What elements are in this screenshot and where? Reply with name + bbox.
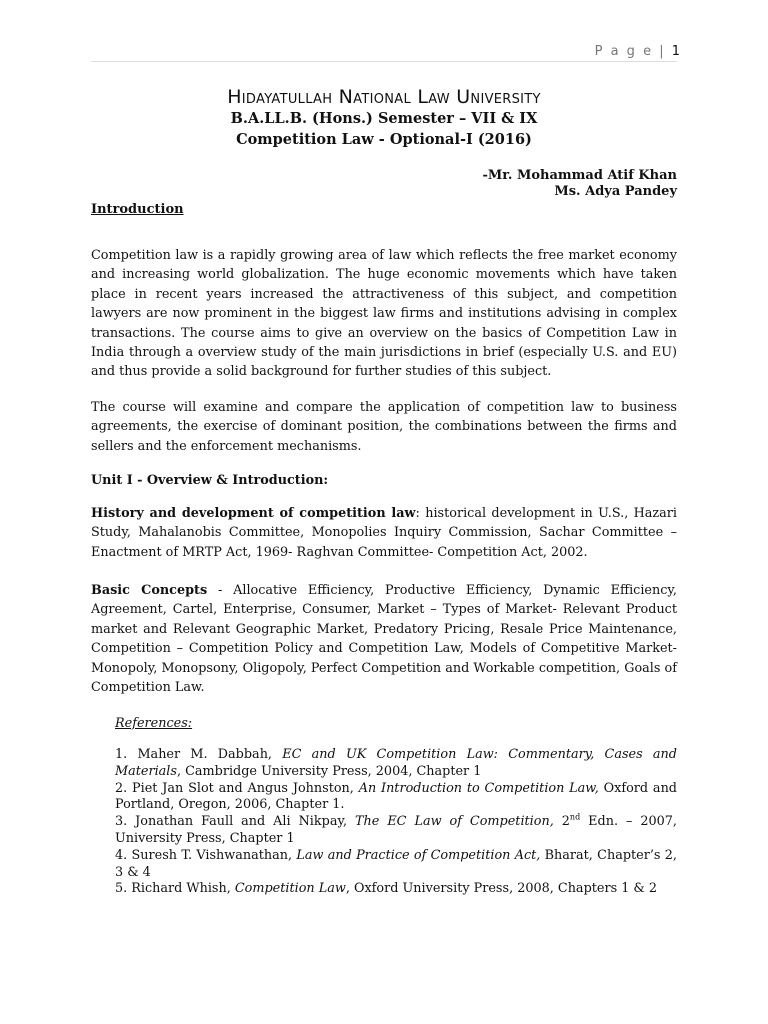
university-name: Hidayatullah National Law University — [227, 86, 541, 108]
references-heading: References: — [115, 716, 193, 731]
page-label: P a g e | — [594, 44, 672, 59]
ref-author: 3. Jonathan Faull and Ali Nikpay, — [115, 814, 356, 830]
subject-line: Competition Law - Optional-I (2016) — [236, 131, 532, 148]
intro-paragraph-2: The course will examine and compare the application of competition law to business agreements, the exercise of dominant position, the combinations between the firms and sellers and the enforcement mechanisms. — [91, 400, 677, 454]
ref-title: EC and UK Competition Law: Commentary, Cases and Materials — [115, 747, 677, 779]
author-1: -Mr. Mohammad Atif Khan — [482, 168, 677, 183]
ref-details: , Oxford University Press, 2008, Chapters 1 & 2 — [345, 881, 658, 897]
basic-concepts-text: - Allocative Efficiency, Productive Efficiency, Dynamic Efficiency, Agreement, Cartel, Enterprise, Consumer, Market – Types of Market- Relevant Product market and Relevant Geographic Market, Predatory Pricing, Resale Price Maintenance, Competition – Competition Policy and Competition Law, Models of Competitive Market- Monopoly, Monopsony, Oligopoly, Perfect Competition and Workable competition, Goals of Competition Law. — [91, 583, 677, 696]
ref-title: An Introduction to Competition Law, — [358, 780, 599, 796]
ref-title: Law and Practice of Competition Act, — [296, 847, 541, 863]
ref-details: Oxford and Portland, Oregon, 2006, Chapter 1. — [115, 780, 677, 813]
authors — [482, 168, 677, 200]
reference-item — [115, 747, 677, 781]
ref-superscript: nd — [569, 812, 581, 822]
header-divider — [91, 61, 677, 62]
page-header — [595, 44, 680, 59]
ref-author: 5. Richard Whish, — [115, 881, 235, 897]
course-line: B.A.LL.B. (Hons.) Semester – VII & IX — [230, 110, 538, 127]
basic-concepts-label: Basic Concepts — [91, 583, 208, 598]
ref-title: The EC Law of Competition, — [355, 814, 554, 830]
ref-author: 1. Maher M. Dabbah, — [115, 747, 283, 762]
ref-details: , Cambridge University Press, 2004, Chapter 1 — [176, 763, 482, 779]
history-paragraph — [91, 504, 677, 562]
reference-item — [115, 848, 677, 882]
intro-paragraph-1: Competition law is a rapidly growing area of law which reflects the free market economy and increasing world globalization. The huge economic movements which have taken place in recent years increased the attractiveness of this subject, and competition lawyers are now prominent in the biggest law firms and institutions advising in complex transactions. The course aims to give an overview on the basics of Competition Law in India through a overview study of the main jurisdictions in brief (especially U.S. and EU) and thus provide a solid background for further studies of this subject. — [91, 248, 677, 380]
ref-title: Competition Law — [234, 881, 346, 897]
reference-item — [115, 781, 677, 815]
author-2: Ms. Adya Pandey — [554, 184, 677, 199]
basic-concepts-paragraph — [91, 581, 677, 697]
history-text: : historical development in U.S., Hazari Study, Mahalanobis Committee, Monopolies Inquiry Commission, Sachar Committee – Enactment of MRTP Act, 1969- Raghvan Committee- Competition Act, 2002. — [91, 506, 677, 560]
references-section — [115, 715, 677, 898]
ref-author: 2. Piet Jan Slot and Angus Johnston, — [115, 780, 359, 796]
reference-item — [115, 881, 677, 898]
page-number: 1 — [671, 44, 680, 59]
ref-details: 2 — [553, 814, 570, 830]
history-label: History and development of competition law — [91, 506, 416, 521]
references-list — [115, 747, 677, 898]
title-block — [91, 86, 677, 150]
ref-details-cont: Edn. – 2007, University Press, Chapter 1 — [115, 814, 677, 846]
ref-details: Bharat, Chapter’s 2, 3 & 4 — [115, 847, 678, 880]
ref-author: 4. Suresh T. Vishwanathan, — [115, 847, 297, 863]
unit1-heading: Unit I - Overview & Introduction: — [91, 473, 329, 488]
reference-item — [115, 814, 677, 848]
introduction-heading: Introduction — [91, 202, 184, 217]
